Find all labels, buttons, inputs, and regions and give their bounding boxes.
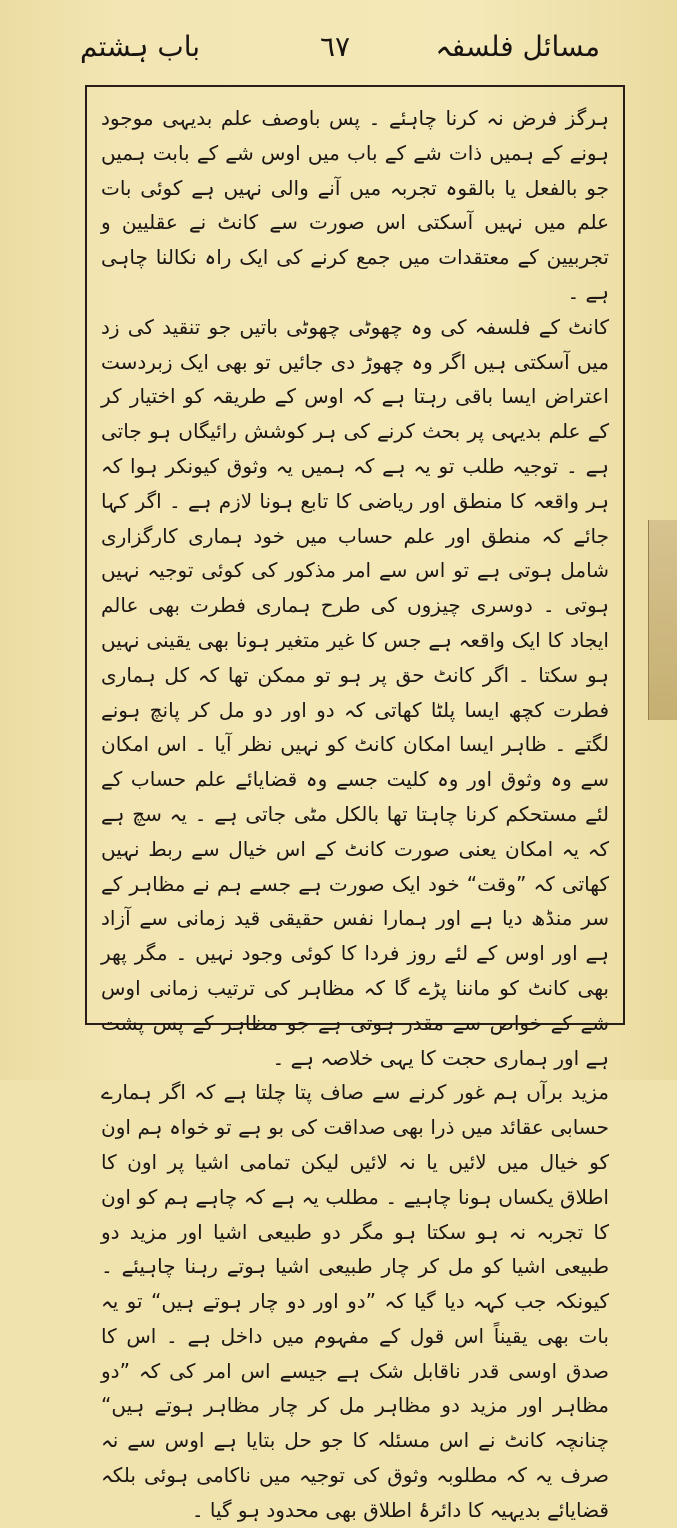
chapter-title: باب ہشتم bbox=[80, 30, 201, 63]
page-header bbox=[80, 30, 600, 80]
book-title: مسائل فلسفہ bbox=[435, 30, 600, 63]
page-number: ٦٧ bbox=[320, 30, 351, 63]
side-stamp bbox=[653, 530, 671, 710]
body-text: ہرگز فرض نہ کرنا چاہئے ۔ پس باوصف علم بدیہی موجود ہونے کے ہمیں ذات شے کے باب میں اوس شے کے بابت ہمیں جو بالفعل یا بالقوہ تجربہ میں آنے والی نہیں ہے کوئی بات علم میں نہیں آسکتی اس صورت سے کانٹ نے عقلیین و تجربیین کے معتقدات میں جمع کرنے کی ایک راہ نکالنا چاہی ہے ۔ کانٹ کے فلسفہ کی وہ چھوٹی چھوٹی باتیں جو تنقید کی زد میں آسکتی ہیں اگر وہ چھوڑ دی جائیں تو بھی ایک زبردست اعتراض ایسا باقی رہتا ہے کہ اوس کے طریقہ کو اختیار کر کے علم بدیہی پر بحث کرنے کی ہر کوشش رائیگاں ہو جاتی ہے ۔ توجیہ طلب تو یہ ہے کہ ہمیں یہ وثوق کیونکر ہوا کہ ہر واقعہ کا منطق اور ریاضی کا تابع ہونا لازم ہے ۔ اگر کہا جائے کہ منطق اور علم حساب میں خود ہماری کارگزاری شامل ہوتی ہے تو اس سے امر مذکور کی کوئی توجیہ نہیں ہوتی ۔ دوسری چیزوں کی طرح ہماری فطرت بھی عالم ایجاد کا ایک واقعہ ہے جس کا غیر متغیر ہونا بھی یقینی نہیں ہو سکتا ۔ اگر کانٹ حق پر ہو تو ممکن تھا کہ کل ہماری فطرت کچھ ایسا پلٹا کھاتی کہ دو اور دو مل کر پانچ ہونے لگتے ۔ ظاہر ایسا امکان کانٹ کو نہیں نظر آیا ۔ اس امکان سے وہ وثوق اور وہ کلیت جسے وہ قضایائے علم حساب کے لئے مستحکم کرنا چاہتا تھا بالکل مٹی جاتی ہے ۔ یہ سچ ہے کہ یہ امکان یعنی صورت کانٹ کے اس خیال سے ربط نہیں کھاتی کہ ”وقت“ خود ایک صورت ہے جسے ہم نے مظاہر کے سر منڈھ دیا ہے اور ہمارا نفس حقیقی قید زمانی سے آزاد ہے اور اوس کے لئے روز فردا کا کوئی وجود نہیں ۔ مگر پھر بھی کانٹ کو ماننا پڑے گا کہ مظاہر کی ترتیب زمانی اوس شے کے خواص سے مقدر ہوتی ہے جو مظاہر کے پس پشت ہے اور ہماری حجت کا یہی خلاصہ ہے ۔ مزید برآں ہم غور کرنے سے صاف پتا چلتا ہے کہ اگر ہمارے حسابی عقائد میں ذرا بھی صداقت کی بو ہے تو خواہ ہم اون کو خیال میں لائیں یا نہ لائیں لیکن تمامی اشیا پر اون کا اطلاق یکساں ہونا چاہیے ۔ مطلب یہ ہے کہ چاہے ہم کو اون کا تجربہ نہ ہو سکتا ہو مگر دو طبیعی اشیا اور مزید دو طبیعی اشیا کو مل کر چار طبیعی اشیا ہوتے رہنا چاہیئے ۔ کیونکہ جب کہہ دیا گیا کہ ”دو اور دو چار ہوتے ہیں“ تو یہ بات بھی یقیناً اس قول کے مفہوم میں داخل ہے ۔ اس کا صدق اوسی قدر ناقابل شک ہے جیسے اس امر کی کہ ”دو مظاہر اور مزید دو مظاہر مل کر چار مظاہر ہوتے ہیں“ چنانچہ کانٹ نے اس مسئلہ کا جو حل بتایا ہے اوس سے نہ صرف یہ کہ مطلوبہ وثوق کی توجیہ میں ناکامی ہوئی بلکہ قضایائے بدیہیہ کا دائرۂ اطلاق بھی محدود ہو گیا ۔ bbox=[101, 106, 609, 1522]
text-frame bbox=[85, 85, 625, 1522]
